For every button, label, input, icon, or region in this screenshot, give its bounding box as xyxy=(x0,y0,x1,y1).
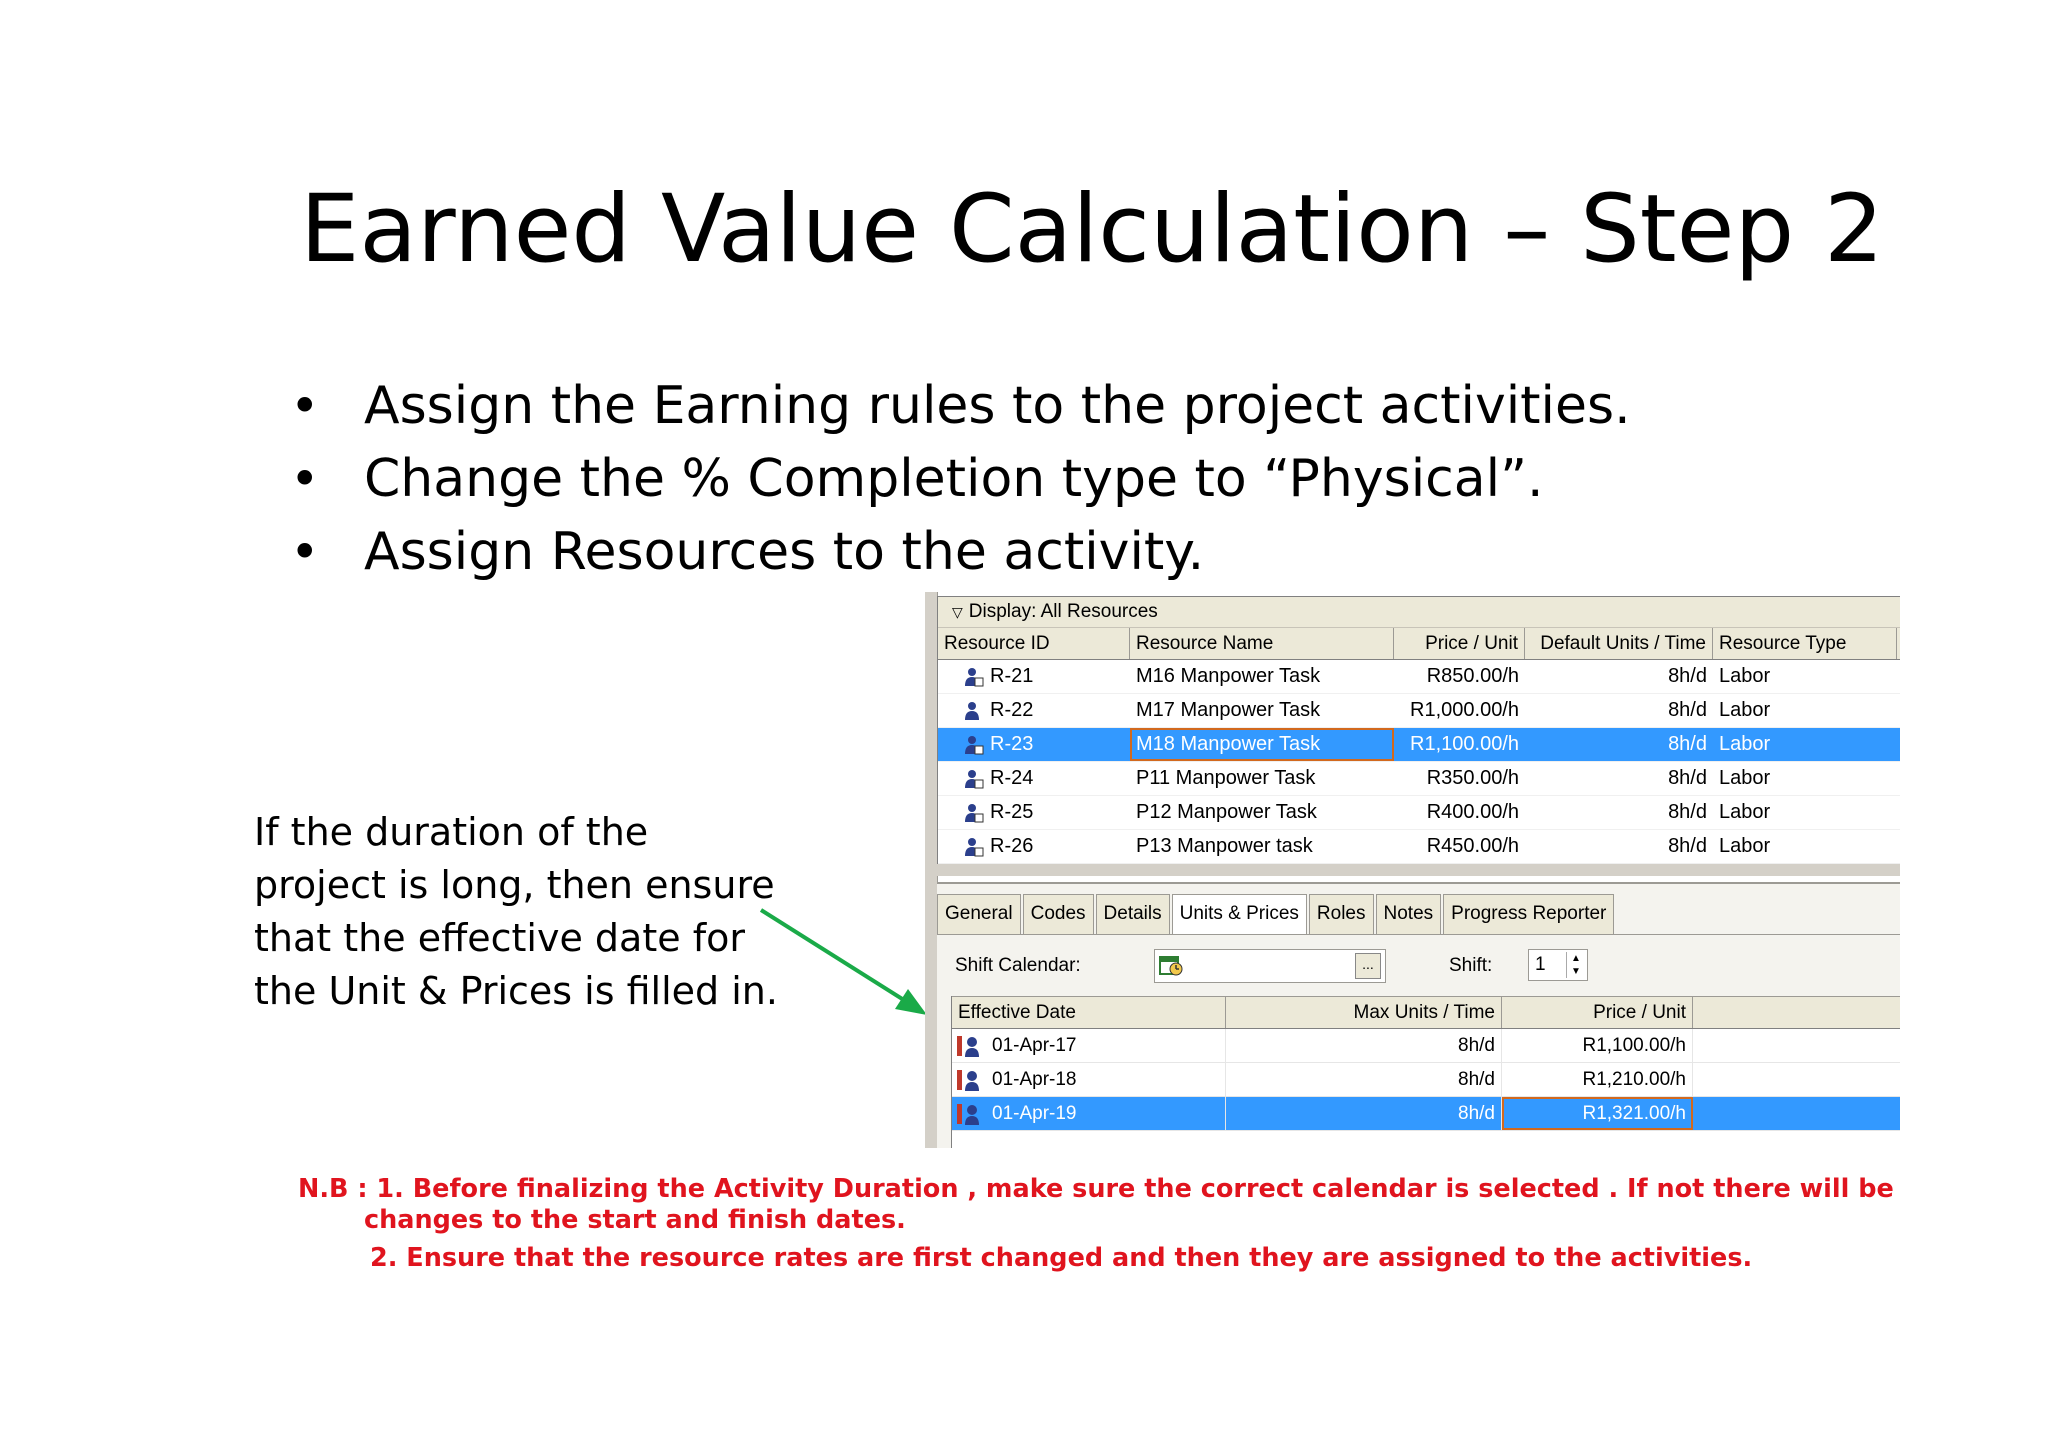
shift-calendar-field[interactable] xyxy=(1154,949,1386,983)
horizontal-scrollbar[interactable] xyxy=(937,864,1900,876)
bullet-text: Assign Resources to the activity. xyxy=(364,522,1205,582)
column-header-effective-date[interactable]: Effective Date xyxy=(952,997,1226,1028)
max-units: 8h/d xyxy=(1226,1029,1502,1062)
resource-type: Labor xyxy=(1719,801,1771,823)
side-note-line: If the duration of the xyxy=(254,810,649,854)
spinner-arrows-icon[interactable]: ▲ ▼ xyxy=(1566,952,1585,978)
resource-row[interactable] xyxy=(938,830,1900,864)
bullet-text: Assign the Earning rules to the project activities. xyxy=(364,376,1631,436)
tab-details[interactable]: Details xyxy=(1096,894,1170,934)
resource-units: 8h/d xyxy=(1668,835,1707,857)
resource-price: R450.00/h xyxy=(1426,835,1519,857)
units-prices-grid xyxy=(951,996,1900,1148)
tab-units-prices[interactable]: Units & Prices xyxy=(1172,894,1307,934)
resource-name: M18 Manpower Task xyxy=(1130,728,1394,761)
shift-settings-row xyxy=(937,935,1900,997)
resources-grid xyxy=(937,596,1900,864)
resource-units: 8h/d xyxy=(1668,665,1707,687)
resource-type: Labor xyxy=(1719,733,1771,755)
shift-value: 1 xyxy=(1535,954,1546,975)
resource-type: Labor xyxy=(1719,835,1771,857)
resource-row[interactable] xyxy=(938,660,1900,694)
resource-type: Labor xyxy=(1719,665,1771,687)
resource-id: R-24 xyxy=(990,767,1034,789)
labor-resource-icon xyxy=(964,837,984,857)
side-note-line: the Unit & Prices is filled in. xyxy=(254,969,778,1013)
labor-resource-icon xyxy=(964,701,984,721)
resource-type: Labor xyxy=(1719,699,1771,721)
column-header-resource-id[interactable]: Resource ID xyxy=(938,628,1130,659)
max-units: 8h/d xyxy=(1226,1063,1502,1096)
bullet-list xyxy=(290,370,1631,589)
resource-price: R400.00/h xyxy=(1426,801,1519,823)
bullet-item xyxy=(290,370,1631,443)
resource-name: M16 Manpower Task xyxy=(1136,665,1321,687)
rate-resource-icon xyxy=(956,1034,984,1058)
rate-row[interactable] xyxy=(952,1029,1900,1063)
column-header-resource-name[interactable]: Resource Name xyxy=(1130,628,1394,659)
rate-row-selected[interactable] xyxy=(952,1097,1900,1131)
resource-name: P12 Manpower Task xyxy=(1136,801,1317,823)
resource-price: R1,100.00/h xyxy=(1410,733,1519,755)
tab-general[interactable]: General xyxy=(937,894,1021,934)
shift-calendar-label: Shift Calendar: xyxy=(955,955,1081,976)
resource-price: R350.00/h xyxy=(1426,767,1519,789)
effective-date: 01-Apr-18 xyxy=(992,1069,1077,1090)
resource-name: P11 Manpower Task xyxy=(1136,767,1316,789)
resource-price: R850.00/h xyxy=(1426,665,1519,687)
effective-date: 01-Apr-17 xyxy=(992,1035,1077,1056)
side-note xyxy=(254,806,778,1018)
resource-row[interactable] xyxy=(938,694,1900,728)
resource-units: 8h/d xyxy=(1668,767,1707,789)
bullet-text: Change the % Completion type to “Physical”. xyxy=(364,449,1544,509)
tab-codes[interactable]: Codes xyxy=(1023,894,1094,934)
column-header-price-unit[interactable]: Price / Unit xyxy=(1394,628,1525,659)
rate-row[interactable] xyxy=(952,1063,1900,1097)
bullet-dot: • xyxy=(290,523,320,581)
labor-resource-icon xyxy=(964,667,984,687)
labor-resource-icon xyxy=(964,769,984,789)
nb-note xyxy=(298,1174,1894,1274)
bullet-item xyxy=(290,516,1631,589)
resource-row-selected[interactable] xyxy=(938,728,1900,762)
column-header-max-units[interactable]: Max Units / Time xyxy=(1226,997,1502,1028)
slide-title: Earned Value Calculation – Step 2 xyxy=(300,175,1884,284)
resource-row[interactable] xyxy=(938,762,1900,796)
resource-id: R-25 xyxy=(990,801,1034,823)
shift-stepper[interactable] xyxy=(1528,949,1588,981)
rate-resource-icon xyxy=(956,1068,984,1092)
nb-line-3: 2. Ensure that the resource rates are first changed and then they are assigned to the activities. xyxy=(370,1243,1753,1273)
browse-button[interactable]: ... xyxy=(1355,953,1381,979)
price-per-unit: R1,321.00/h xyxy=(1502,1097,1693,1130)
display-filter-bar[interactable] xyxy=(938,597,1900,628)
price-per-unit: R1,210.00/h xyxy=(1502,1063,1693,1096)
collapse-triangle-icon[interactable]: ▽ xyxy=(952,604,963,620)
rate-resource-icon xyxy=(956,1102,984,1126)
column-header-resource-type[interactable]: Resource Type xyxy=(1713,628,1897,659)
column-header-default-units[interactable]: Default Units / Time xyxy=(1525,628,1713,659)
green-arrow-icon xyxy=(755,905,935,1020)
details-panel xyxy=(937,882,1900,1148)
resource-name: M17 Manpower Task xyxy=(1136,699,1321,721)
nb-line-1: N.B : 1. Before finalizing the Activity Duration , make sure the correct calendar is selected . If not there will be xyxy=(298,1174,1894,1204)
nb-line-2: changes to the start and finish dates. xyxy=(364,1205,906,1235)
resources-grid-header xyxy=(938,628,1900,660)
bullet-dot: • xyxy=(290,377,320,435)
labor-resource-icon xyxy=(964,735,984,755)
resource-units: 8h/d xyxy=(1668,733,1707,755)
details-tabs xyxy=(937,894,1900,935)
resource-price: R1,000.00/h xyxy=(1410,699,1519,721)
resources-window xyxy=(925,592,1900,1148)
price-per-unit: R1,100.00/h xyxy=(1502,1029,1693,1062)
bullet-item xyxy=(290,443,1631,516)
side-note-line: project is long, then ensure xyxy=(254,863,775,907)
max-units: 8h/d xyxy=(1226,1097,1502,1130)
resource-id: R-21 xyxy=(990,665,1034,687)
resource-name: P13 Manpower task xyxy=(1136,835,1313,857)
shift-label: Shift: xyxy=(1449,955,1493,976)
resource-units: 8h/d xyxy=(1668,801,1707,823)
column-header-price-per-unit[interactable]: Price / Unit xyxy=(1502,997,1693,1028)
resource-id: R-26 xyxy=(990,835,1034,857)
resource-row[interactable] xyxy=(938,796,1900,830)
resource-type: Labor xyxy=(1719,767,1771,789)
resource-id: R-22 xyxy=(990,699,1034,721)
effective-date: 01-Apr-19 xyxy=(992,1103,1077,1124)
tab-roles[interactable]: Roles xyxy=(1309,894,1374,934)
display-label: Display: All Resources xyxy=(968,601,1158,622)
bullet-dot: • xyxy=(290,450,320,508)
units-prices-header xyxy=(952,996,1900,1029)
tab-progress-reporter[interactable]: Progress Reporter xyxy=(1443,894,1614,934)
side-note-line: that the effective date for xyxy=(254,916,745,960)
labor-resource-icon xyxy=(964,803,984,823)
resource-units: 8h/d xyxy=(1668,699,1707,721)
tab-notes[interactable]: Notes xyxy=(1376,894,1442,934)
calendar-icon xyxy=(1159,954,1183,976)
resource-id: R-23 xyxy=(990,733,1034,755)
